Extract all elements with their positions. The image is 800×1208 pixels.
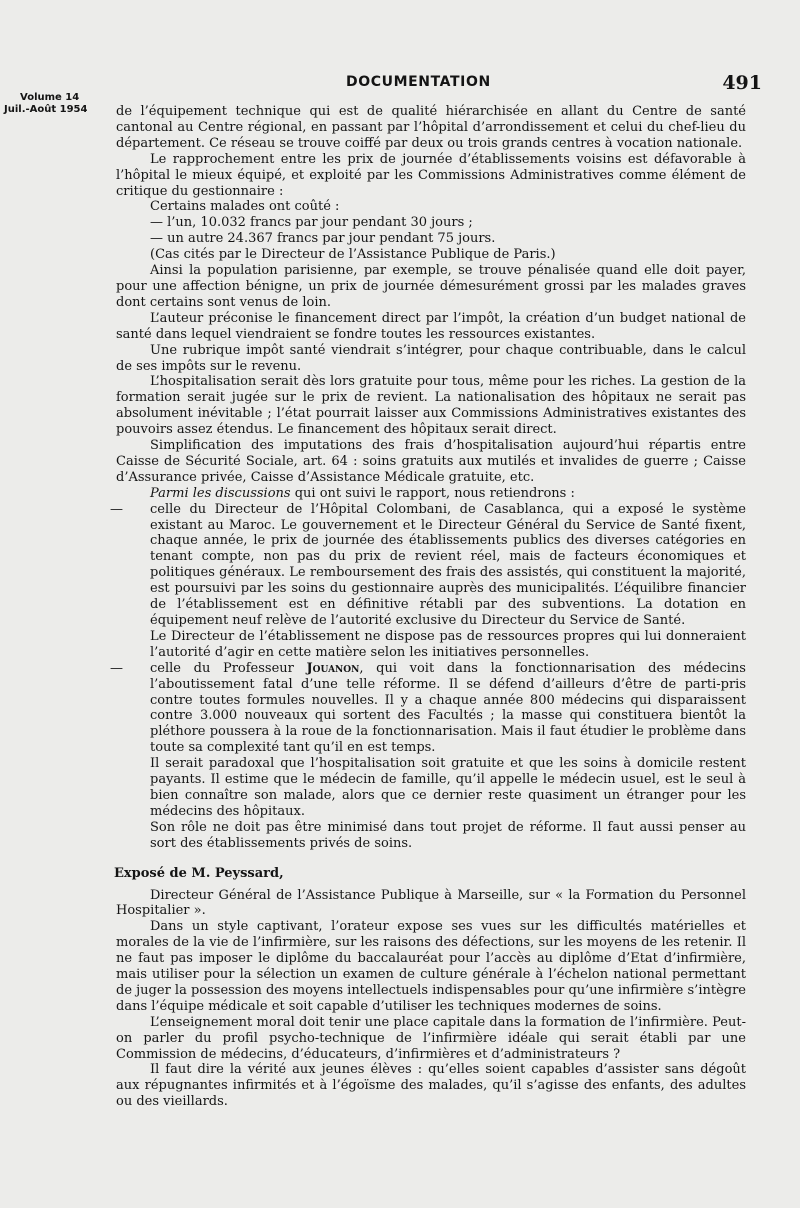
paragraph: Directeur Général de l’Assistance Publique à Marseille, sur « la Formation du Personnel Hospitalier ». (116, 887, 746, 919)
list-item: — un autre 24.367 francs par jour pendant 75 jours. (150, 231, 496, 247)
paragraph: Il faut dire la vérité aux jeunes élèves : qu’elles soient capables d’assister sans dégoût aux répugnantes infirmités et à l’égoïsme des malades, qu’il s’agisse des enfants, des adultes ou des vieillards. (116, 1062, 746, 1110)
section-heading: Exposé de M. Peyssard, (114, 865, 284, 881)
dash-marker: — (110, 501, 123, 517)
section-spacer (116, 852, 746, 866)
paragraph: Le rapprochement entre les prix de journée d’établissements voisins est défavorable à l’hôpital le mieux équipé, et exploité par les Commissions Administratives comme élément de critique du gestionnaire : (116, 151, 746, 199)
person-name: Jouanon (306, 660, 360, 676)
paragraph: L’enseignement moral doit tenir une place capitale dans la formation de l’infirmière. Peut-on parler du profil psycho-technique de l’infirmière idéale qui serait établi par une Commission de médecins, d’éducateurs, d’infirmières et d’administrateurs ? (116, 1014, 746, 1062)
issue-date: Juil.-Août 1954 (4, 104, 88, 115)
paragraph: Certains malades ont coûté : (150, 199, 340, 215)
discussion-text: celle du Professeur (150, 660, 307, 676)
dash-marker: — (110, 660, 123, 676)
discussion-continuation: Le Directeur de l’établissement ne dispose pas de ressources propres qui lui donneraient l’autorité d’agir en cette matière selon les initiatives personnelles. (150, 628, 746, 660)
discussion-item (110, 660, 746, 756)
list-item: — l’un, 10.032 francs par jour pendant 30 jours ; (150, 215, 473, 231)
discussion-continuation: Il serait paradoxal que l’hospitalisation soit gratuite et que les soins à domicile restent payants. Il estime que le médecin de famille, qu’il appelle le médecin usuel, est le seul à bien connaître son malade, alors que ce dernier reste quasiment un étranger pour les médecins des hôpitaux. (150, 756, 746, 819)
discussion-item (110, 501, 746, 629)
body-text (110, 104, 746, 1110)
paragraph: Ainsi la population parisienne, par exemple, se trouve pénalisée quand elle doit payer, pour une affection bénigne, un prix de journée démesurément grossi par les malades graves dont certains sont venus de loin. (116, 263, 746, 310)
paragraph: L’auteur préconise le financement direct par l’impôt, la création d’un budget national de santé dans lequel viendraient se fondre toutes les ressources existantes. (116, 310, 746, 342)
paragraph: L’hospitalisation serait dès lors gratuite pour tous, même pour les riches. La gestion de la formation serait jugée sur le prix de revient. La nationalisation des hôpitaux ne serait pas absolument inévitable ; l’état pourrait laisser aux Commissions Administratives existantes des pouvoirs assez étendus. Le financement des hôpitaux serait direct. (116, 374, 746, 438)
discussion-text: , qui voit dans la fonctionnarisation des médecins l’aboutissement fatal d’une telle réforme. Il se défend d’ailleurs d’être de parti-pris contre toutes formules nouvelles. Il y a chaque année 800 médecins qui disparaissent contre 3.000 nouveaux qui sortent des Facultés ; la masse qui constituera bientôt la pléthore poussera à la roue de la fonctionnarisation. Mais il faut étudier le problème dans toute sa complexité tant qu’il en est temps. (150, 660, 746, 756)
citation-note: (Cas cités par le Directeur de l’Assistance Publique de Paris.) (150, 247, 556, 263)
volume-margin-note (4, 92, 87, 116)
paragraph-text: qui ont suivi le rapport, nous retiendrons : (290, 485, 575, 501)
paragraph: Dans un style captivant, l’orateur expose ses vues sur les difficultés matérielles et morales de la vie de l’infirmière, sur les raisons des défections, sur les moyens de les retenir. Il ne faut pas imposer le diplôme du baccalauréat pour l’accès au diplôme d’Etat d’infirmière, mais utiliser pour la sélection un examen de culture générale à l’échelon national permettant de juger la possession des moyens intellectuels indispensables pour qu’une infirmière s’intègre dans l’équipe médicale et soit capable d’utiliser les techniques modernes de soins. (116, 919, 746, 1014)
page-number: 491 (722, 72, 762, 94)
discussion-continuation: Son rôle ne doit pas être minimisé dans tout projet de réforme. Il faut aussi penser au sort des établissements privés de soins. (150, 819, 746, 851)
discussion-text: celle du Directeur de l’Hôpital Colombani, de Casablanca, qui a exposé le système existant au Maroc. Le gouvernement et le Directeur Général du Service de Santé fixent, chaque année, le prix de journée des établissements publics des diverses catégories en tenant compte, non pas du prix de revient réel, mais de facteurs économiques et politiques généraux. Le remboursement des frais des assistés, qui constituent la majorité, est poursuivi par les soins du gestionnaire auprès des municipalités. L’équilibre financier de l’établissement est en définitive rétabli par des subventions. La dotation en équipement neuf relève de l’autorité exclusive du Directeur du Service de Santé. (150, 501, 746, 628)
italic-phrase: Parmi les discussions (150, 485, 291, 501)
volume-label: Volume 14 (20, 92, 80, 103)
paragraph (116, 486, 746, 502)
paragraph: Simplification des imputations des frais d’hospitalisation aujourd’hui répartis entre Caisse de Sécurité Sociale, art. 64 : soins gratuits aux mutilés et invalides de guerre ; Caisse d’Assurance privée, Caisse d’Assistance Médicale gratuite, etc. (116, 438, 746, 485)
section-title: DOCUMENTATION (346, 74, 491, 90)
paragraph: Une rubrique impôt santé viendrait s’intégrer, pour chaque contribuable, dans le calcul de ses impôts sur le revenu. (116, 342, 746, 374)
running-header (6, 72, 762, 102)
paragraph: de l’équipement technique qui est de qualité hiérarchisée en allant du Centre de santé cantonal au Centre régional, en passant par l’hôpital d’arrondissement et celui du chef-lieu du département. Ce réseau se trouve coiffé par deux ou trois grands centres à vocation nationale. (116, 104, 746, 151)
